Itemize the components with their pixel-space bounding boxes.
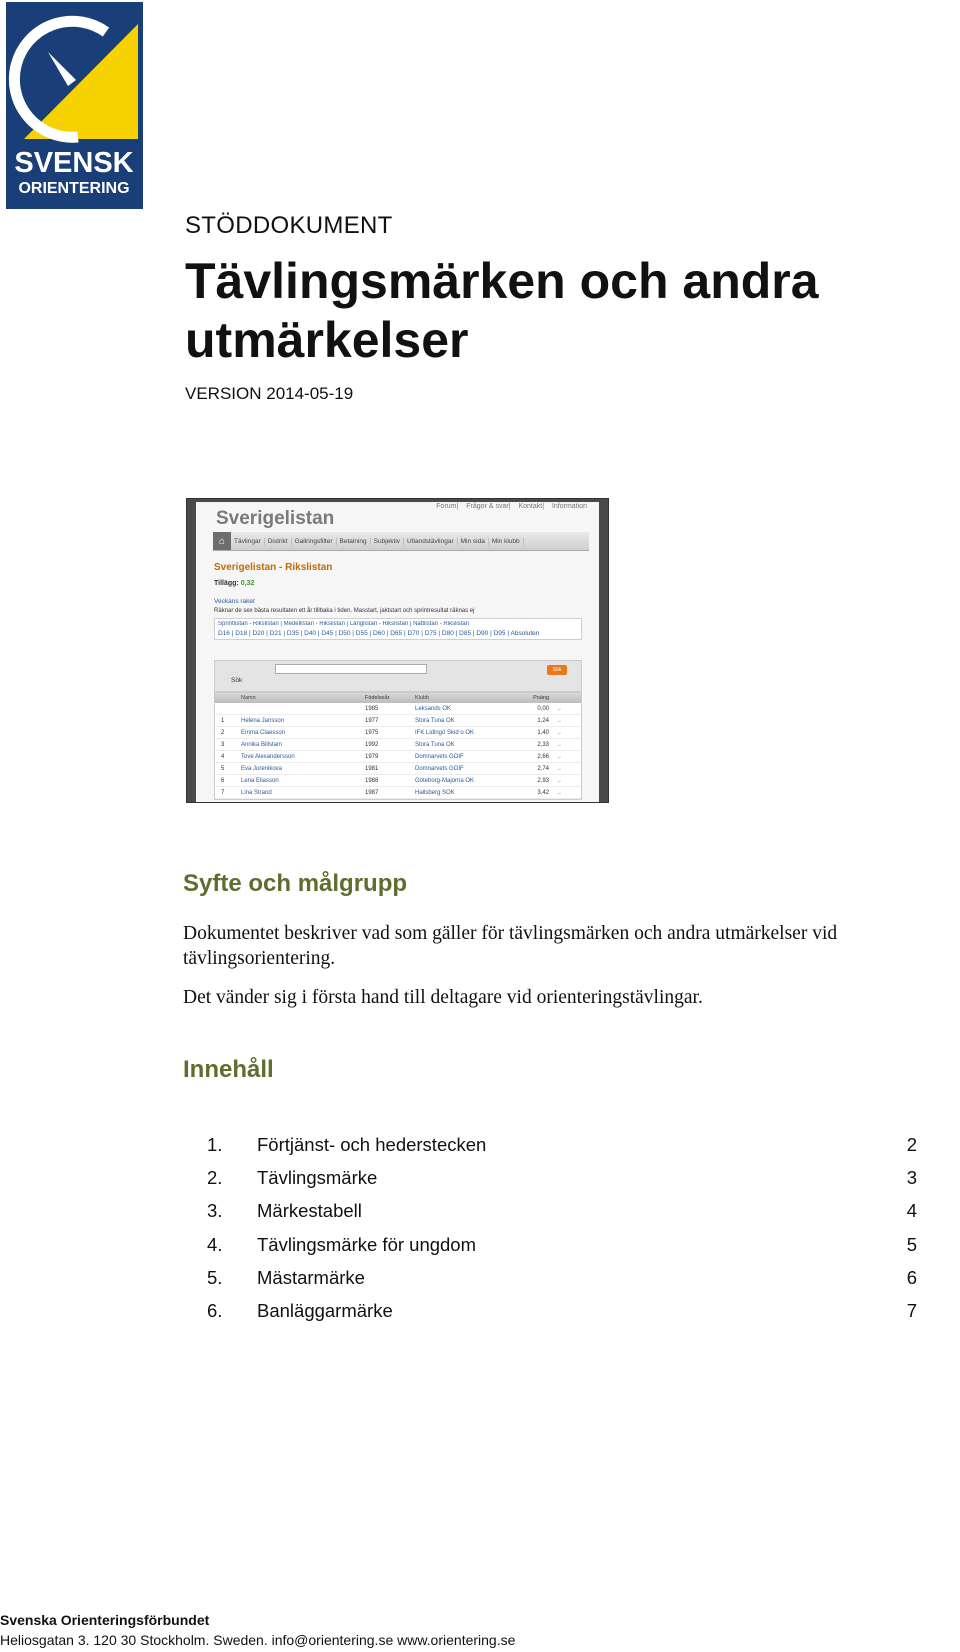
- sv-cell-rank: 2: [221, 729, 225, 736]
- sv-cell-points: 2,74: [537, 765, 549, 772]
- sv-table-row: [215, 715, 581, 727]
- toc-item[interactable]: [207, 1128, 917, 1161]
- sv-cell-rank: 1: [221, 717, 225, 724]
- sv-cell-points: 2,33: [537, 741, 549, 748]
- logo-text-svensk: SVENSK: [14, 147, 134, 179]
- document-version: VERSION 2014-05-19: [185, 384, 354, 403]
- toc-item-page: 4: [906, 1200, 917, 1222]
- sv-cell-points: 1,24: [537, 717, 549, 724]
- trend-arrow-icon: →: [556, 765, 562, 772]
- sv-cell-club: Domnarvets GOIF: [415, 753, 464, 760]
- sv-added-label: Tillägg:: [214, 580, 239, 587]
- toc-item-number: 4.: [207, 1233, 223, 1255]
- toc-item[interactable]: [207, 1195, 917, 1228]
- toc-item-number: 1.: [207, 1133, 223, 1155]
- sv-cell-year: 1992: [365, 741, 379, 748]
- sv-table-row: [215, 763, 581, 775]
- toc-item-number: 6.: [207, 1300, 223, 1322]
- sv-cell-name: Annika Billstam: [241, 741, 283, 748]
- sv-top-link: Information: [551, 503, 587, 510]
- sv-menu-item: Min sida: [458, 538, 489, 545]
- sv-brand: Sverigelistan: [216, 508, 335, 529]
- sv-class-links-row: D16 | D18 | D20 | D21 | D35 | D40 | D45 | D50 | D55 | D60 | D65 | D70 | D75 | D80 | D85 | D90 | D95 | Absoluten: [218, 630, 540, 637]
- sv-cell-rank: 7: [221, 789, 225, 796]
- sv-search-button: Sök: [547, 665, 567, 675]
- sv-cell-year: 1975: [365, 729, 379, 736]
- sv-cell-name: Lina Strand: [241, 789, 272, 796]
- sv-cell-club: Stora Tuna OK: [415, 717, 455, 724]
- sv-cell-year: 1977: [365, 717, 379, 724]
- sv-cell-club: IFK Lidingö Skid o OK: [415, 729, 475, 736]
- trend-arrow-icon: →: [556, 717, 562, 724]
- toc-item[interactable]: [207, 1161, 917, 1194]
- toc-item-page: 6: [906, 1266, 917, 1288]
- sv-cell-rank: 6: [221, 777, 225, 784]
- sv-cell-club: Stora Tuna OK: [415, 741, 455, 748]
- sv-cell-points: 1,40: [537, 729, 549, 736]
- sv-table-row: [215, 703, 581, 715]
- document-title: Tävlingsmärken och andra utmärkelser: [185, 253, 819, 368]
- table-of-contents: [207, 1128, 917, 1328]
- footer-organization: Svenska Orienteringsförbundet: [0, 1612, 210, 1628]
- toc-item-page: 3: [906, 1166, 917, 1188]
- sv-note: Räknar de sex bästa resultaten ett år tillbaka i tiden. Masstart, jaktstart och sprintresultat räknas ej: [214, 608, 475, 614]
- sv-table-row: [215, 775, 581, 787]
- sv-menu-item: Betalning: [337, 538, 371, 545]
- sv-top-link: Kontakt: [518, 503, 543, 510]
- sv-cell-year: 1988: [365, 777, 379, 784]
- sv-table-header: [215, 693, 581, 703]
- sverigelistan-screenshot: [186, 498, 609, 803]
- sv-weekly-link: Veckans raket: [214, 598, 255, 605]
- sv-cell-points: 2,66: [537, 753, 549, 760]
- sv-cell-name: Lena Eliasson: [241, 777, 279, 784]
- toc-item-title: Tävlingsmärke: [257, 1166, 378, 1188]
- trend-arrow-icon: →: [556, 705, 562, 712]
- sv-cell-rank: 4: [221, 753, 225, 760]
- toc-item-title: Mästarmärke: [257, 1266, 365, 1288]
- sv-cell-points: 3,42: [537, 789, 549, 796]
- sv-cell-rank: 3: [221, 741, 225, 748]
- sv-ranking-table: [214, 692, 582, 800]
- sv-search-input: [275, 664, 427, 674]
- sv-cell-name: Emma Claesson: [241, 729, 286, 736]
- sv-menu-item: Distrikt: [265, 538, 292, 545]
- sv-top-links: Forum| Frågor & svar| Kontakt| Information: [436, 503, 587, 510]
- footer-contact: Heliosgatan 3. 120 30 Stockholm. Sweden. info@orientering.se www.orientering.se: [0, 1632, 516, 1648]
- sv-menu-item: Utlandstävlingar: [404, 538, 458, 545]
- sv-cell-points: 2,93: [537, 777, 549, 784]
- sv-list-links-row: Sprintlistan - Rikslistan | Medellistan - Rikslistan | Långlistan - Rikslistan | Nattlistan - Rikslistan: [218, 621, 470, 627]
- sv-search-label: Sök: [231, 677, 243, 684]
- sv-menu-item: Tävlingar: [231, 538, 265, 545]
- sv-cell-club: Hallsberg SOK: [415, 789, 455, 796]
- sv-cell-rank: 5: [221, 765, 225, 772]
- toc-item-title: Tävlingsmärke för ungdom: [257, 1233, 477, 1255]
- sv-cell-name: Eva Jurenikova: [241, 765, 283, 772]
- toc-heading: Innehåll: [183, 1056, 274, 1083]
- trend-arrow-icon: →: [556, 729, 562, 736]
- toc-item[interactable]: [207, 1261, 917, 1294]
- sv-cell-club: Leksands OK: [415, 705, 452, 712]
- trend-arrow-icon: →: [556, 753, 562, 760]
- sv-menu-item: Gallringsfilter: [292, 538, 337, 545]
- sv-cell-points: 0,00: [537, 705, 549, 712]
- sv-list-links: [214, 618, 582, 640]
- sv-col-club: Klubb: [415, 695, 430, 701]
- toc-item-title: Förtjänst- och hederstecken: [257, 1133, 487, 1155]
- sv-col-points: Poäng: [533, 695, 549, 701]
- sv-menu-bar: [213, 532, 589, 551]
- toc-item-page: 5: [906, 1233, 917, 1255]
- sv-table-row: [215, 751, 581, 763]
- sv-cell-club: Domnarvets GOIF: [415, 765, 464, 772]
- sv-top-link: Forum: [436, 503, 457, 510]
- sv-cell-year: 1979: [365, 753, 379, 760]
- sv-cell-name: Tove Alexandersson: [241, 753, 295, 760]
- toc-item-number: 2.: [207, 1166, 223, 1188]
- svensk-orientering-logo: [6, 2, 143, 209]
- toc-item-title: Märkestabell: [257, 1200, 362, 1222]
- logo-text-orientering: ORIENTERING: [18, 180, 130, 197]
- toc-item[interactable]: [207, 1228, 917, 1261]
- sv-added: [214, 580, 254, 587]
- sv-cell-year: 1987: [365, 789, 379, 796]
- sv-cell-club: Göteborg-Majorna OK: [415, 777, 475, 784]
- section-heading-purpose: Syfte och målgrupp: [183, 870, 408, 897]
- trend-arrow-icon: →: [556, 789, 562, 796]
- sv-table-row: [215, 787, 581, 799]
- toc-item-number: 3.: [207, 1200, 223, 1222]
- sv-table-row: [215, 727, 581, 739]
- home-icon: ⌂: [213, 532, 231, 550]
- sv-top-link: Frågor & svar: [466, 503, 509, 510]
- sv-menu-item: Subjektiv: [371, 538, 404, 545]
- sv-menu-item: Min klubb: [489, 538, 524, 545]
- toc-item-page: 7: [906, 1300, 917, 1322]
- toc-item[interactable]: [207, 1294, 917, 1327]
- sv-cell-year: 1981: [365, 765, 379, 772]
- sv-added-value: 0,32: [240, 580, 255, 587]
- purpose-paragraph-2: Det vänder sig i första hand till deltagare vid orienteringstävlingar.: [183, 987, 703, 1008]
- sv-heading: Sverigelistan - Rikslistan: [214, 562, 333, 573]
- document-type: STÖDDOKUMENT: [185, 212, 393, 239]
- sv-cell-year: 1985: [365, 705, 379, 712]
- purpose-paragraph-1: Dokumentet beskriver vad som gäller för tävlingsmärken och andra utmärkelser vid tävlingsorientering.: [183, 923, 838, 969]
- sv-col-name: Namn: [241, 695, 256, 701]
- trend-arrow-icon: →: [556, 777, 562, 784]
- sv-cell-name: Helena Jansson: [241, 717, 285, 724]
- sv-col-year: Födelseår: [365, 695, 390, 701]
- sv-search-panel: [214, 660, 582, 692]
- sv-table-row: [215, 739, 581, 751]
- toc-item-number: 5.: [207, 1266, 223, 1288]
- toc-item-page: 2: [906, 1133, 917, 1155]
- toc-item-title: Banläggarmärke: [257, 1300, 393, 1322]
- trend-arrow-icon: →: [556, 741, 562, 748]
